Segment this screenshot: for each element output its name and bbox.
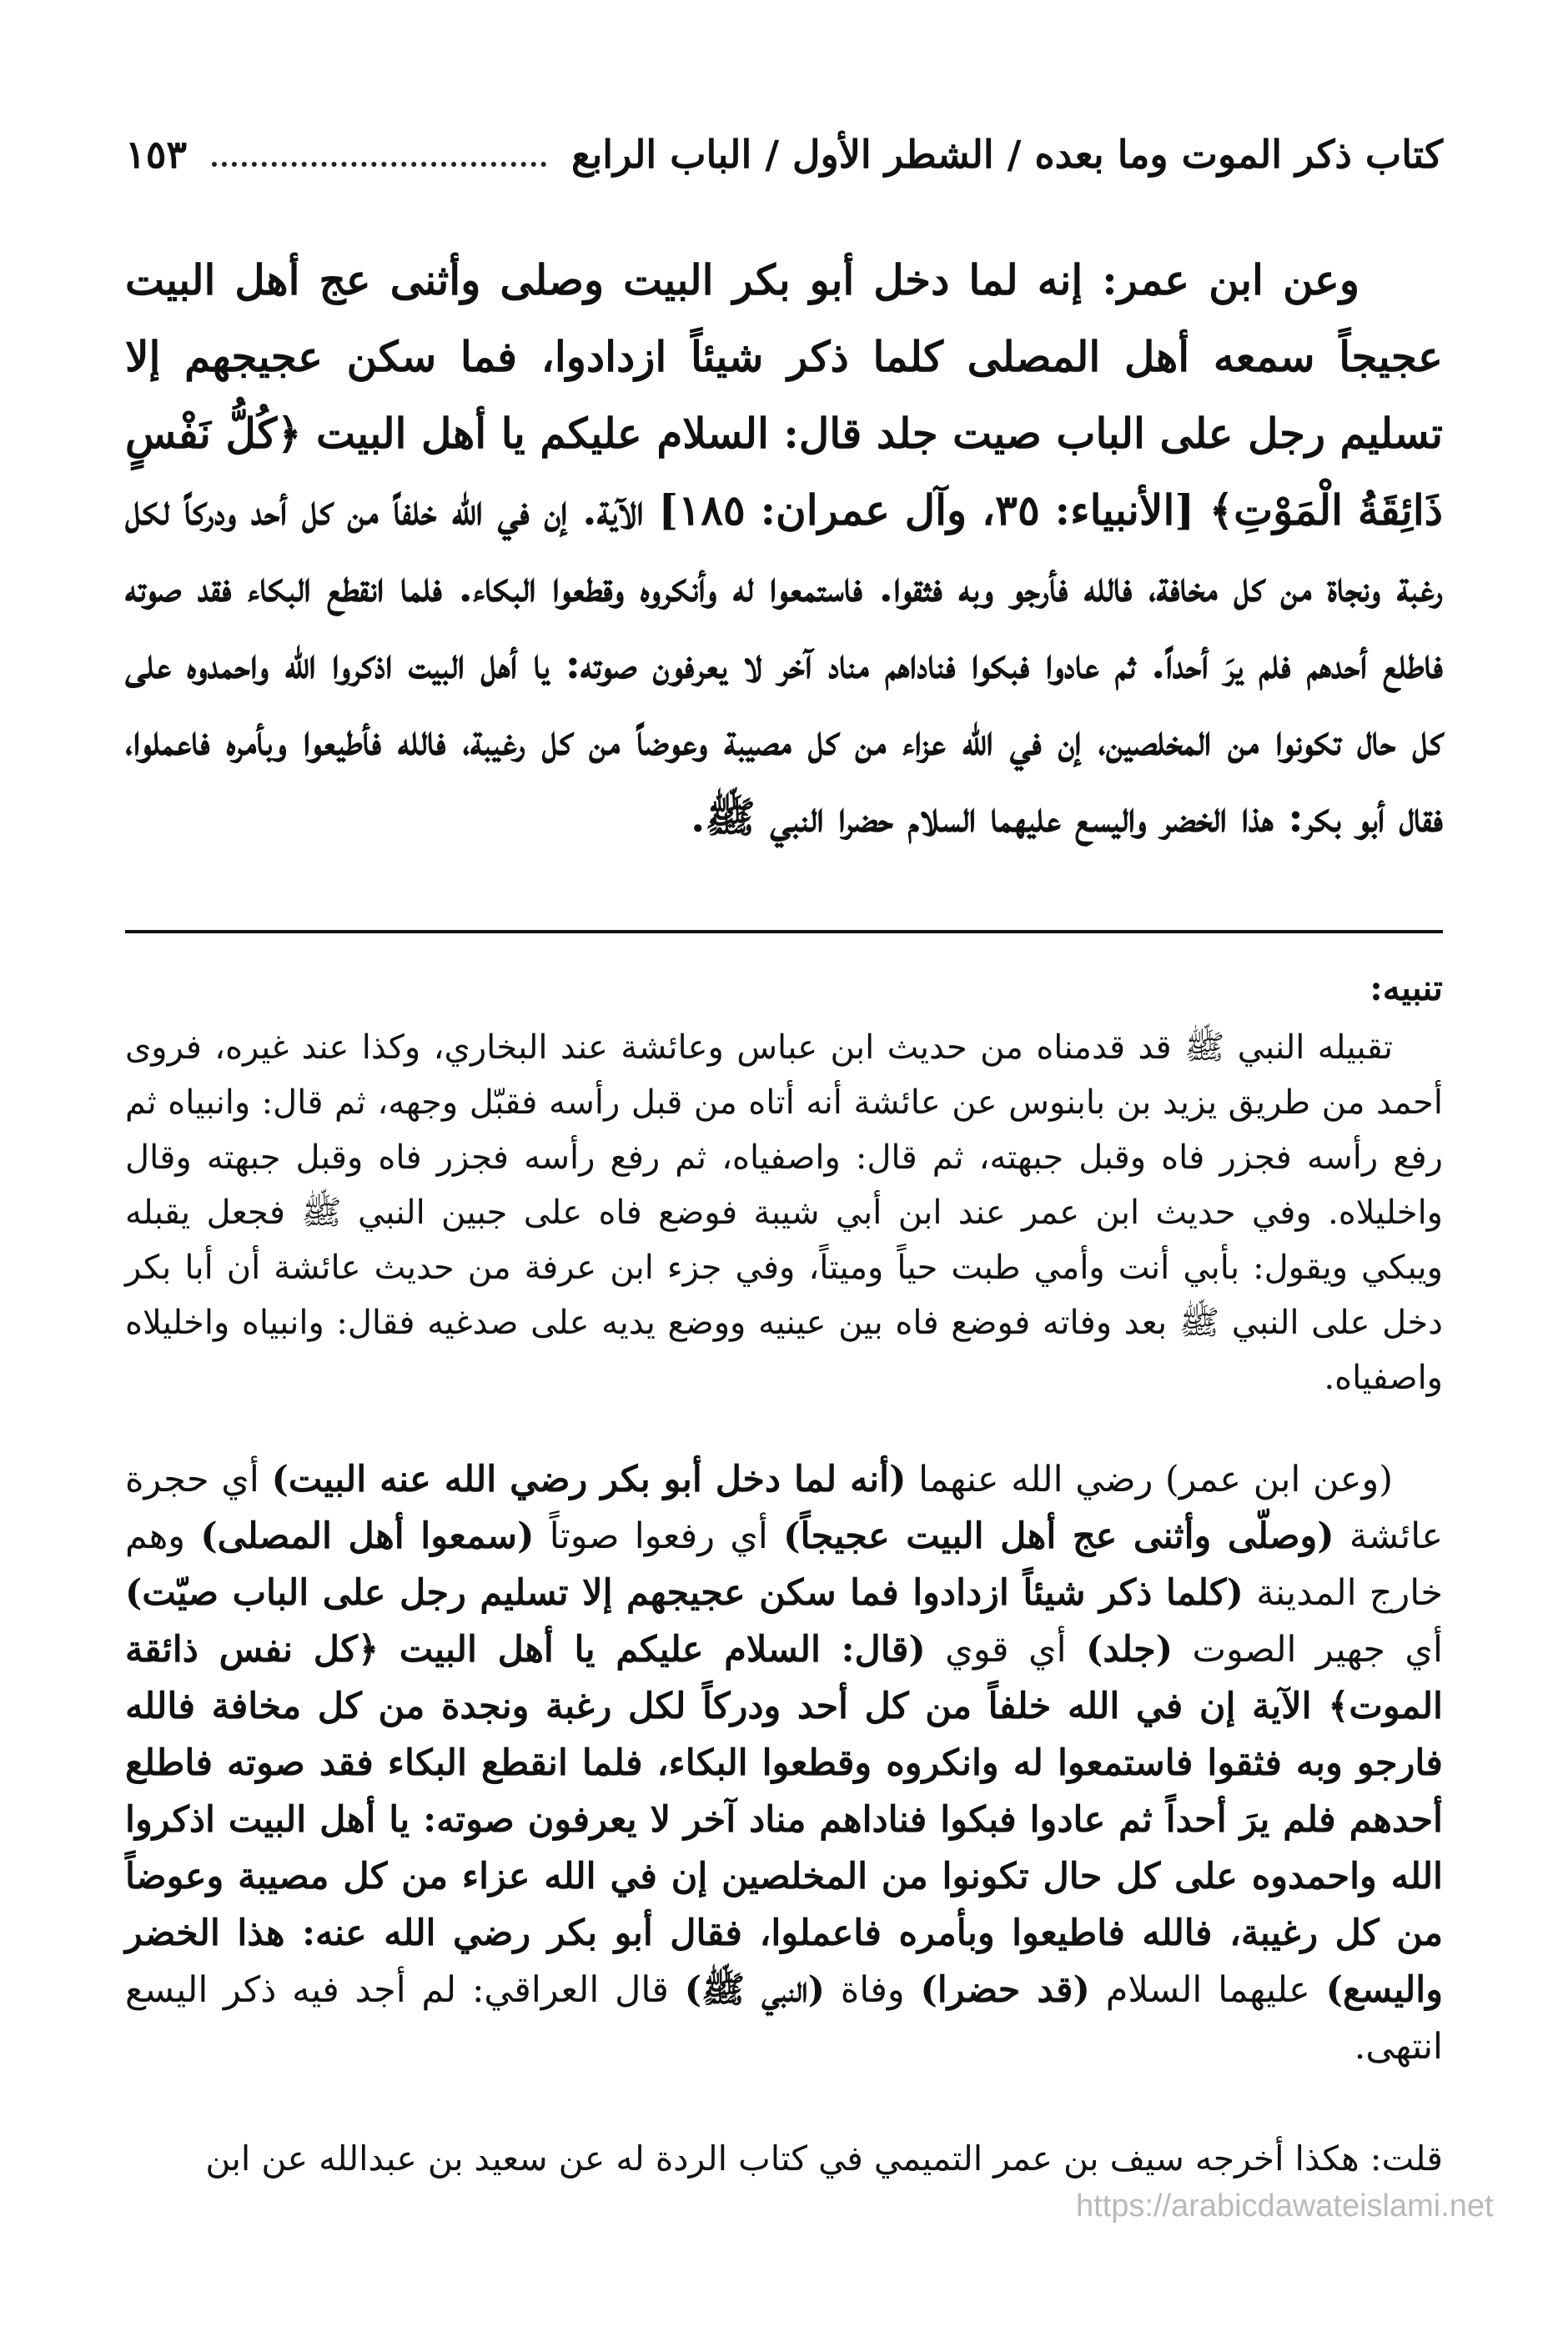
commentary-gloss-text: وفاة: [824, 1969, 921, 2011]
running-header-title: كتاب ذكر الموت وما بعده / الشطر الأول / الباب الرابع: [570, 132, 1443, 177]
commentary-gloss-text: قال العراقي: لم أجد فيه ذكر اليسع انتهى.: [125, 1969, 1443, 2068]
header-dotted-leader: [212, 162, 546, 167]
commentary-gloss-text: أي جهير الصوت: [1173, 1629, 1444, 1671]
commentary-quoted-text: (كلما ذكر شيئاً ازدادوا فما سكن عجيجهم إلا تسليم رجل على الباب صيّت): [125, 1572, 1244, 1614]
main-text-block: [125, 242, 1443, 856]
commentary-quoted-text: (قد حضرا): [920, 1969, 1090, 2011]
note-heading: تنبيه:: [1369, 967, 1443, 1008]
page-number: ١٥٣: [125, 132, 188, 177]
book-page: [125, 0, 1494, 2332]
commentary-paragraph: [125, 1451, 1443, 2075]
commentary-gloss-text: أي قوي: [925, 1629, 1086, 1671]
commentary-quoted-text: (سمعوا أهل المصلى): [200, 1515, 535, 1557]
commentary-gloss-text: أي رفعوا صوتاً: [534, 1515, 784, 1557]
commentary-quoted-text: (أنه لما دخل أبو بكر رضي الله عنه البيت): [271, 1459, 907, 1500]
commentary-quoted-text: (وصلّى وأثنى عج أهل البيت عجيجاً): [783, 1515, 1334, 1557]
commentary-quoted-text: (قال: السلام عليكم يا أهل البيت ﴿كل نفس ذائقة الموت﴾ الآية إن في الله خلفاً من كل أحد ودركاً لكل رغبة ونجدة من كل مخافة فالله فارجو وبه فثقوا فاستمعوا له وانكروه وقطعوا البكاء، فلما انقطع البكاء فقد صوته فاطلع أحدهم فلم يرَ أحداً ثم عادوا فبكوا فناداهم مناد آخر لا يعرفون صوته: يا أهل البيت اذكروا الله واحمدوه على كل حال تكونوا من المخلصين إن في الله عزاء من كل مصيبة وعوضاً من كل رغيبة، فالله فاطيعوا وبأمره فاعملوا، فقال أبو بكر رضي الله عنه: هذا الخضر واليسع): [125, 1629, 1443, 2011]
commentary-gloss-text: (وعن ابن عمر) رضي الله عنهما: [906, 1459, 1393, 1500]
watermark-url: https://arabicdawateislami.net: [1076, 2189, 1494, 2224]
note-body: تقبيله النبي ﷺ قد قدمناه من حديث ابن عباس وعائشة عند البخاري، وكذا عند غيره، فروى أحمد من طريق يزيد بن بابنوس عن عائشة أنه أتاه من قبل رأسه فقبّل وجهه، ثم قال: وانبياه ثم رفع رأسه فجزر فاه وقبل جبهته، ثم قال: واصفياه، ثم رفع رأسه فجزر فاه وقبل جبهته وقال واخليلاه. وفي حديث ابن عمر عند ابن أبي شيبة فوضع فاه على جبين النبي ﷺ فجعل يقبله ويبكي ويقول: بأبي أنت وأمي طبت حياً وميتاً، وفي جزء ابن عرفة من حديث عائشة أن أبا بكر دخل على النبي ﷺ بعد وفاته فوضع فاه بين عينيه ووضع يديه على صدغيه فقال: وانبياه واخليلاه واصفياه.: [125, 1028, 1443, 1397]
closing-text: قلت: هكذا أخرجه سيف بن عمر التميمي في كتاب الردة له عن سعيد بن عبدالله عن ابن: [205, 2139, 1443, 2179]
commentary-quoted-text: (جلد): [1086, 1629, 1173, 1671]
main-text-paragraph: وعن ابن عمر: إنه لما دخل أبو بكر البيت وصلى وأثنى عج أهل البيت عجيجاً سمعه أهل المصلى كلما ذكر شيئاً ازدادوا، فما سكن عجيجهم إلا تسليم رجل على الباب صيت جلد قال: السلام عليكم يا أهل البيت ﴿كُلُّ نَفْسٍ ذَائِقَةُ الْمَوْتِ﴾ [الأنبياء: ٣٥، وآل عمران: ١٨٥] الآية. إن في الله خلفاً من كل أحد ودركاً لكل رغبة ونجاة من كل مخافة، فالله فأرجو وبه فثقوا. فاستمعوا له وأنكروه وقطعوا البكاء. فلما انقطع البكاء فقد صوته فاطلع أحدهم فلم يرَ أحداً. ثم عادوا فبكوا فناداهم مناد آخر لا يعرفون صوته: يا أهل البيت اذكروا الله واحمدوه على كل حال تكونوا من المخلصين، إن في الله عزاء من كل مصيبة وعوضاً من كل رغيبة، فالله فأطيعوا وبأمره فاعملوا، فقال أبو بكر: هذا الخضر واليسع عليهما السلام حضرا النبي ﷺ.: [125, 255, 1443, 842]
commentary-gloss-text: أي حجرة عائشة: [125, 1459, 1444, 1557]
commentary-gloss-text: عليهما السلام: [1089, 1969, 1326, 2011]
note-section: [125, 951, 1443, 1405]
commentary-gloss-text: وهم خارج المدينة: [125, 1515, 1443, 1614]
running-header: [125, 125, 1443, 183]
commentary-section: [125, 1451, 1443, 2075]
footnote-separator-rule: [125, 930, 1443, 933]
commentary-quoted-text: (النبي ﷺ): [684, 1969, 825, 2011]
